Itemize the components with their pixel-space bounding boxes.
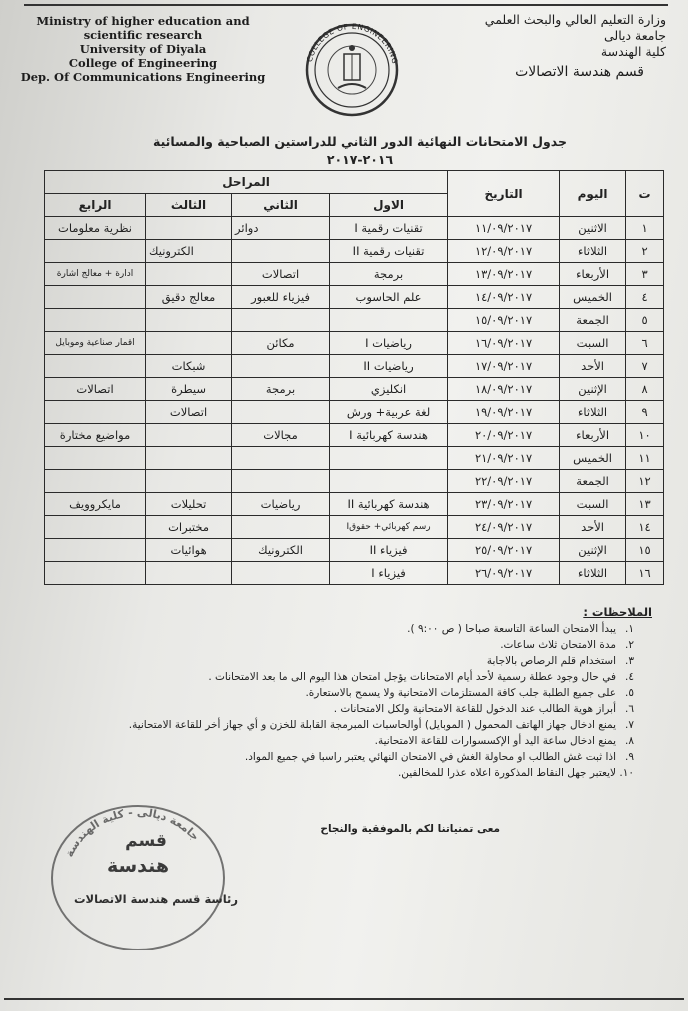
note-item xyxy=(60,750,634,765)
cell-date: ٢٠/٠٩/٢٠١٧ xyxy=(448,424,560,447)
cell-fourth xyxy=(45,516,146,539)
cell-third xyxy=(146,447,232,470)
cell-second: فيزياء للعبور xyxy=(232,286,330,309)
cell-day: السبت xyxy=(560,332,626,355)
cell-day: الإثنين xyxy=(560,378,626,401)
cell-date: ١٨/٠٩/٢٠١٧ xyxy=(448,378,560,401)
note-number: ٣. xyxy=(625,654,634,667)
table-row xyxy=(45,447,664,470)
cell-num: ٥ xyxy=(626,309,664,332)
cell-date: ٢٢/٠٩/٢٠١٧ xyxy=(448,470,560,493)
stamp-line: هندسة xyxy=(106,855,170,877)
header-english xyxy=(8,14,278,84)
table-row xyxy=(45,539,664,562)
header-english-line: Dep. Of Communications Engineering xyxy=(20,70,266,84)
cell-third xyxy=(146,424,232,447)
cell-date: ٢٣/٠٩/٢٠١٧ xyxy=(448,493,560,516)
cell-second: مجالات xyxy=(232,424,330,447)
cell-third: معالج دقيق xyxy=(146,286,232,309)
cell-third: سيطرة xyxy=(146,378,232,401)
cell-third: تحليلات xyxy=(146,493,232,516)
cell-day: الخميس xyxy=(560,447,626,470)
department-stamp xyxy=(38,800,238,950)
notes-section xyxy=(60,605,668,782)
header-english-line: University of Diyala xyxy=(79,42,207,56)
cell-day: الثلاثاء xyxy=(560,401,626,424)
cell-first: رياضيات II xyxy=(330,355,448,378)
note-text: استخدام قلم الرصاص بالاجابة xyxy=(486,654,616,667)
note-number: ٩. xyxy=(625,750,634,763)
stamp-line: رئاسة قسم هندسة الاتصالات xyxy=(74,892,238,906)
table-row xyxy=(45,401,664,424)
table-row xyxy=(45,493,664,516)
header-num: ت xyxy=(626,171,664,217)
header-english-line: Ministry of higher education and xyxy=(36,14,250,28)
cell-num: ١ xyxy=(626,217,664,240)
table-row xyxy=(45,286,664,309)
note-item xyxy=(60,718,634,733)
cell-fourth xyxy=(45,401,146,424)
table-row xyxy=(45,217,664,240)
cell-date: ١٥/٠٩/٢٠١٧ xyxy=(448,309,560,332)
cell-day: الاثنين xyxy=(560,217,626,240)
header-date: التاريخ xyxy=(448,171,560,217)
notes-heading: الملاحظات : xyxy=(583,605,652,619)
header-third: الثالث xyxy=(146,194,232,217)
table-row xyxy=(45,263,664,286)
stamp-ring-text: جامعة ديالى - كلية الهندسة xyxy=(62,805,202,859)
cell-day: الأربعاء xyxy=(560,263,626,286)
cell-num: ١١ xyxy=(626,447,664,470)
note-number: ٧. xyxy=(625,718,634,731)
cell-fourth: اقمار صناعية وموبايل xyxy=(45,332,146,355)
cell-date: ١٦/٠٩/٢٠١٧ xyxy=(448,332,560,355)
cell-num: ١٦ xyxy=(626,562,664,585)
cell-fourth xyxy=(45,309,146,332)
cell-third xyxy=(146,217,232,240)
header-department: قسم هندسة الاتصالات xyxy=(515,64,644,80)
cell-num: ١٤ xyxy=(626,516,664,539)
cell-first: علم الحاسوب xyxy=(330,286,448,309)
schedule-title-line: جدول الامتحانات النهائية الدور الثاني للدراستين الصباحية والمسائية xyxy=(152,134,568,149)
cell-day: الجمعة xyxy=(560,470,626,493)
header-stages: المراحل xyxy=(45,171,448,194)
cell-second xyxy=(232,309,330,332)
cell-second: مكائن xyxy=(232,332,330,355)
cell-first: فيزياء II xyxy=(330,539,448,562)
cell-second xyxy=(232,240,330,263)
cell-third xyxy=(146,562,232,585)
cell-day: الأحد xyxy=(560,516,626,539)
cell-num: ٦ xyxy=(626,332,664,355)
schedule-title xyxy=(140,133,580,169)
cell-second: اتصالات xyxy=(232,263,330,286)
cell-first: تقنيات رقمية II xyxy=(330,240,448,263)
cell-fourth: مايكروويف xyxy=(45,493,146,516)
note-text: يبدأ الامتحان الساعة التاسعة صباحا ( ص ٩:٠٠ ). xyxy=(407,622,616,635)
cell-fourth xyxy=(45,286,146,309)
cell-first xyxy=(330,470,448,493)
header-first: الاول xyxy=(330,194,448,217)
top-border xyxy=(24,4,668,6)
cell-fourth xyxy=(45,470,146,493)
header-english-line: scientific research xyxy=(83,28,203,42)
note-item xyxy=(60,702,634,717)
cell-num: ٩ xyxy=(626,401,664,424)
cell-second: دوائر xyxy=(232,217,330,240)
cell-third: شبكات xyxy=(146,355,232,378)
cell-date: ٢٦/٠٩/٢٠١٧ xyxy=(448,562,560,585)
cell-first xyxy=(330,447,448,470)
note-item xyxy=(60,766,634,781)
cell-third: الكترونيك xyxy=(146,240,232,263)
table-row xyxy=(45,562,664,585)
cell-first: رسم كهربائي+ حقوقI xyxy=(330,516,448,539)
header-arabic-line: كلية الهندسة xyxy=(600,44,666,59)
cell-num: ٧ xyxy=(626,355,664,378)
cell-num: ٨ xyxy=(626,378,664,401)
cell-num: ٢ xyxy=(626,240,664,263)
note-number: ٨. xyxy=(625,734,634,747)
table-row xyxy=(45,332,664,355)
cell-second: رياضيات xyxy=(232,493,330,516)
note-text: في حال وجود عطلة رسمية لأحد أيام الامتحانات يؤجل امتحان هذا اليوم الى ما بعد الامتحانات . xyxy=(208,670,616,683)
cell-num: ١٥ xyxy=(626,539,664,562)
cell-third xyxy=(146,309,232,332)
cell-first: انكليزي xyxy=(330,378,448,401)
table-row xyxy=(45,516,664,539)
note-text: أبراز هوية الطالب عند الدخول للقاعة الامتحانية ولكل الامتحانات . xyxy=(333,702,616,715)
note-text: يمنع ادخال جهاز الهاتف المحمول ( الموبايل) أوالحاسبات المبرمجة القابلة للخزن و أي جهاز أخر للقاعة الامتحانية. xyxy=(128,718,616,731)
cell-day: الأحد xyxy=(560,355,626,378)
cell-num: ١٠ xyxy=(626,424,664,447)
stamp-line: قسم xyxy=(125,831,167,851)
cell-num: ١٣ xyxy=(626,493,664,516)
note-text: مدة الامتحان ثلاث ساعات. xyxy=(500,638,616,651)
table-row xyxy=(45,309,664,332)
cell-num: ١٢ xyxy=(626,470,664,493)
logo-ring-text: COLLEGE OF ENGINEERING xyxy=(304,22,400,65)
cell-fourth xyxy=(45,447,146,470)
cell-third xyxy=(146,332,232,355)
cell-third: هوائيات xyxy=(146,539,232,562)
cell-fourth xyxy=(45,562,146,585)
cell-day: الإثنين xyxy=(560,539,626,562)
note-number: ٤. xyxy=(625,670,634,683)
cell-second xyxy=(232,470,330,493)
note-number: ٥. xyxy=(625,686,634,699)
table-row xyxy=(45,355,664,378)
header-english-line: College of Engineering xyxy=(68,56,218,70)
note-text: يمنع ادخال ساعة اليد أو الإكسسوارات للقاعة الامتحانية. xyxy=(374,734,616,747)
table-row xyxy=(45,240,664,263)
cell-first xyxy=(330,309,448,332)
cell-second xyxy=(232,447,330,470)
header-day: اليوم xyxy=(560,171,626,217)
cell-third: اتصالات xyxy=(146,401,232,424)
cell-date: ١٣/٠٩/٢٠١٧ xyxy=(448,263,560,286)
cell-day: الخميس xyxy=(560,286,626,309)
cell-second xyxy=(232,516,330,539)
note-text: لايعتبر جهل النقاط المذكورة اعلاه عذرا للمخالفين. xyxy=(397,766,616,779)
cell-num: ٤ xyxy=(626,286,664,309)
cell-date: ٢١/٠٩/٢٠١٧ xyxy=(448,447,560,470)
cell-third xyxy=(146,470,232,493)
note-item xyxy=(60,670,634,685)
note-item xyxy=(60,686,634,701)
header-fourth: الرابع xyxy=(45,194,146,217)
cell-first: تقنيات رقمية I xyxy=(330,217,448,240)
note-text: اذا ثبت غش الطالب او محاولة الغش في الامتحان النهائي يعتبر راسبا في جميع المواد. xyxy=(244,750,616,763)
header-arabic xyxy=(444,12,674,80)
cell-day: الأربعاء xyxy=(560,424,626,447)
cell-date: ١١/٠٩/٢٠١٧ xyxy=(448,217,560,240)
cell-second: برمجة xyxy=(232,378,330,401)
cell-date: ١٩/٠٩/٢٠١٧ xyxy=(448,401,560,424)
header-second: الثاني xyxy=(232,194,330,217)
header-arabic-line: وزارة التعليم العالي والبحث العلمي xyxy=(484,12,666,27)
cell-day: الجمعة xyxy=(560,309,626,332)
cell-day: الثلاثاء xyxy=(560,562,626,585)
cell-fourth: نظرية معلومات xyxy=(45,217,146,240)
note-item xyxy=(60,654,634,669)
cell-third xyxy=(146,263,232,286)
cell-first: فيزياء I xyxy=(330,562,448,585)
table-row xyxy=(45,378,664,401)
exam-schedule-table xyxy=(44,170,664,585)
cell-fourth xyxy=(45,539,146,562)
cell-day: السبت xyxy=(560,493,626,516)
bottom-border xyxy=(4,998,684,1000)
note-number: ١٠. xyxy=(619,766,634,779)
cell-third: مختبرات xyxy=(146,516,232,539)
cell-date: ١٧/٠٩/٢٠١٧ xyxy=(448,355,560,378)
cell-fourth xyxy=(45,355,146,378)
note-text: على جميع الطلبة جلب كافة المستلزمات الامتحانية ولا يسمح بالاستعارة. xyxy=(305,686,616,699)
cell-fourth xyxy=(45,240,146,263)
notes-list xyxy=(60,622,634,781)
cell-first: برمجة xyxy=(330,263,448,286)
cell-fourth: ادارة + معالج اشارة xyxy=(45,263,146,286)
note-item xyxy=(60,734,634,749)
cell-date: ٢٥/٠٩/٢٠١٧ xyxy=(448,539,560,562)
cell-date: ١٢/٠٩/٢٠١٧ xyxy=(448,240,560,263)
college-logo xyxy=(304,22,400,118)
table-row xyxy=(45,470,664,493)
cell-second xyxy=(232,355,330,378)
table-row xyxy=(45,424,664,447)
cell-day: الثلاثاء xyxy=(560,240,626,263)
cell-second: الكترونيك xyxy=(232,539,330,562)
note-item xyxy=(60,622,634,637)
note-number: ٦. xyxy=(625,702,634,715)
closing-wish: معى تمنياتنا لكم بالموفقية والنجاح xyxy=(320,823,500,835)
note-number: ١. xyxy=(625,622,634,635)
cell-first: هندسة كهربائية I xyxy=(330,424,448,447)
cell-num: ٣ xyxy=(626,263,664,286)
cell-second xyxy=(232,562,330,585)
note-item xyxy=(60,638,634,653)
cell-first: هندسة كهربائية II xyxy=(330,493,448,516)
cell-second xyxy=(232,401,330,424)
cell-fourth: اتصالات xyxy=(45,378,146,401)
cell-fourth: مواضيع مختارة xyxy=(45,424,146,447)
cell-first: رياضيات I xyxy=(330,332,448,355)
note-number: ٢. xyxy=(625,638,634,651)
schedule-title-year: ٢٠١٦-٢٠١٧ xyxy=(326,152,394,167)
cell-first: لغة عربية+ ورش xyxy=(330,401,448,424)
cell-date: ٢٤/٠٩/٢٠١٧ xyxy=(448,516,560,539)
header-arabic-line: جامعة ديالى xyxy=(603,28,666,43)
cell-date: ١٤/٠٩/٢٠١٧ xyxy=(448,286,560,309)
